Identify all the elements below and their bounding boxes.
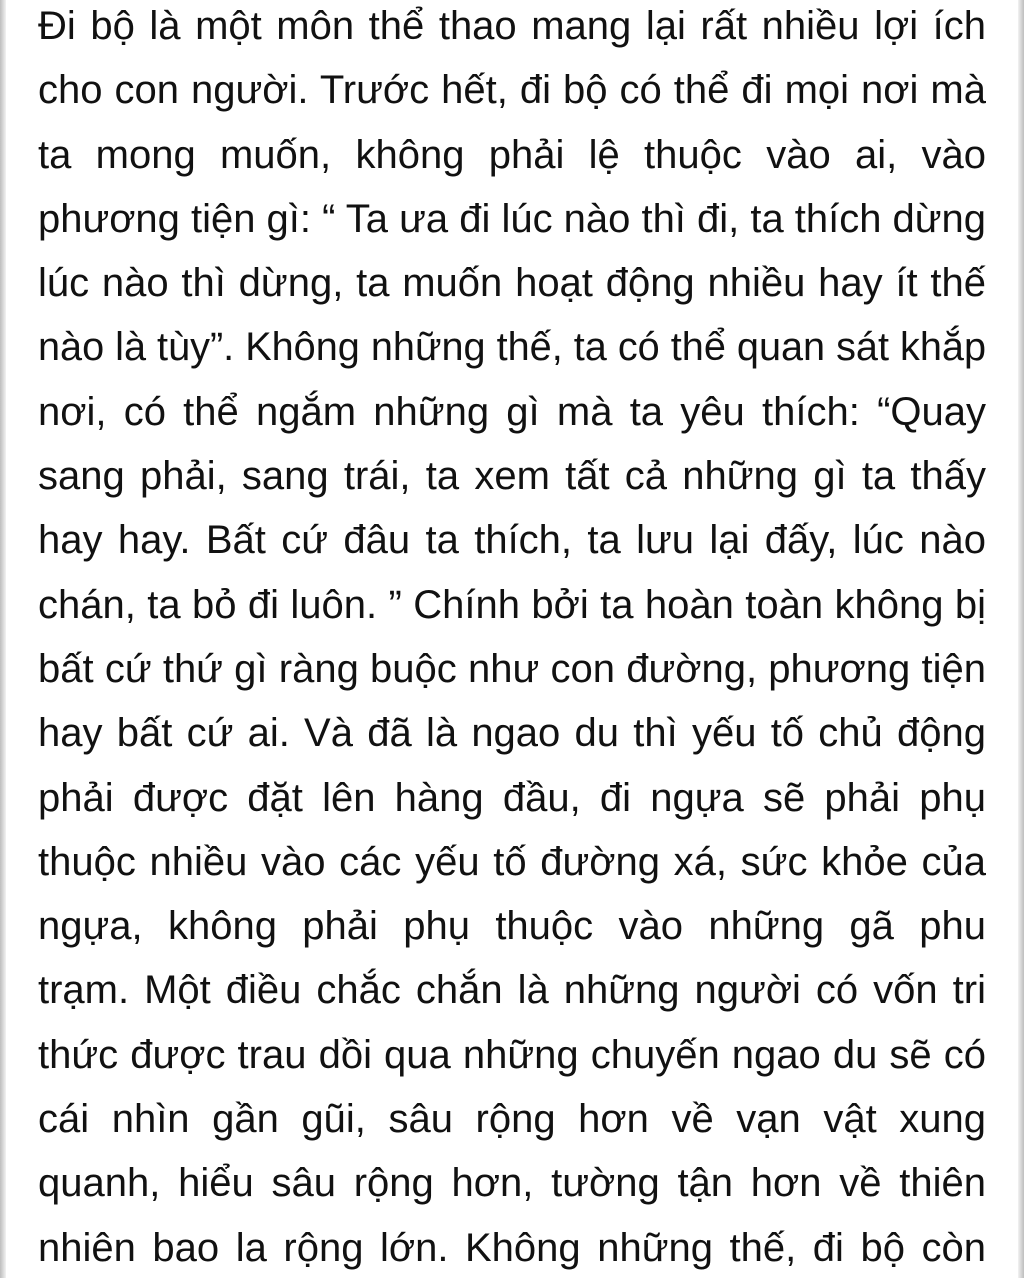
text-line: nào là tùy”. Không những thế, ta có thể quan sát khắp	[38, 325, 986, 370]
text-line: sang phải, sang trái, ta xem tất cả những gì ta thấy	[38, 454, 986, 499]
text-line: hay bất cứ ai. Và đã là ngao du thì yếu tố chủ động	[38, 711, 986, 756]
text-line: Đi bộ là một môn thể thao mang lại rất nhiều lợi ích	[38, 4, 986, 48]
text-line: ta mong muốn, không phải lệ thuộc vào ai, vào	[38, 132, 986, 177]
text-line: ngựa, không phải phụ thuộc vào những gã phu	[38, 904, 986, 949]
text-line: lúc nào thì dừng, ta muốn hoạt động nhiều hay ít thế	[38, 261, 986, 306]
text-line: phương tiện gì: “ Ta ưa đi lúc nào thì đi, ta thích dừng	[38, 196, 986, 241]
text-line: hay hay. Bất cứ đâu ta thích, ta lưu lại đấy, lúc nào	[38, 518, 986, 563]
text-line: trạm. Một điều chắc chắn là những người có vốn tri	[38, 968, 986, 1013]
page-edge-right	[1018, 0, 1024, 1278]
text-line: thuộc nhiều vào các yếu tố đường xá, sức khỏe của	[38, 839, 986, 884]
document-page	[38, 0, 986, 1278]
page-edge-left	[0, 0, 6, 1278]
text-line: bất cứ thứ gì ràng buộc như con đường, phương tiện	[38, 646, 986, 691]
text-line: quanh, hiểu sâu rộng hơn, tường tận hơn về thiên	[38, 1161, 986, 1206]
text-line: chán, ta bỏ đi luôn. ” Chính bởi ta hoàn toàn không bị	[38, 582, 986, 627]
text-line: cái nhìn gần gũi, sâu rộng hơn về vạn vật xung	[38, 1097, 986, 1142]
text-line: cho con người. Trước hết, đi bộ có thể đi mọi nơi mà	[38, 68, 986, 113]
text-line: nhiên bao la rộng lớn. Không những thế, đi bộ còn	[38, 1225, 986, 1270]
text-line: thức được trau dồi qua những chuyến ngao du sẽ có	[38, 1032, 986, 1077]
text-line: nơi, có thể ngắm những gì mà ta yêu thích: “Quay	[38, 389, 986, 434]
text-line: phải được đặt lên hàng đầu, đi ngựa sẽ phải phụ	[38, 775, 986, 820]
